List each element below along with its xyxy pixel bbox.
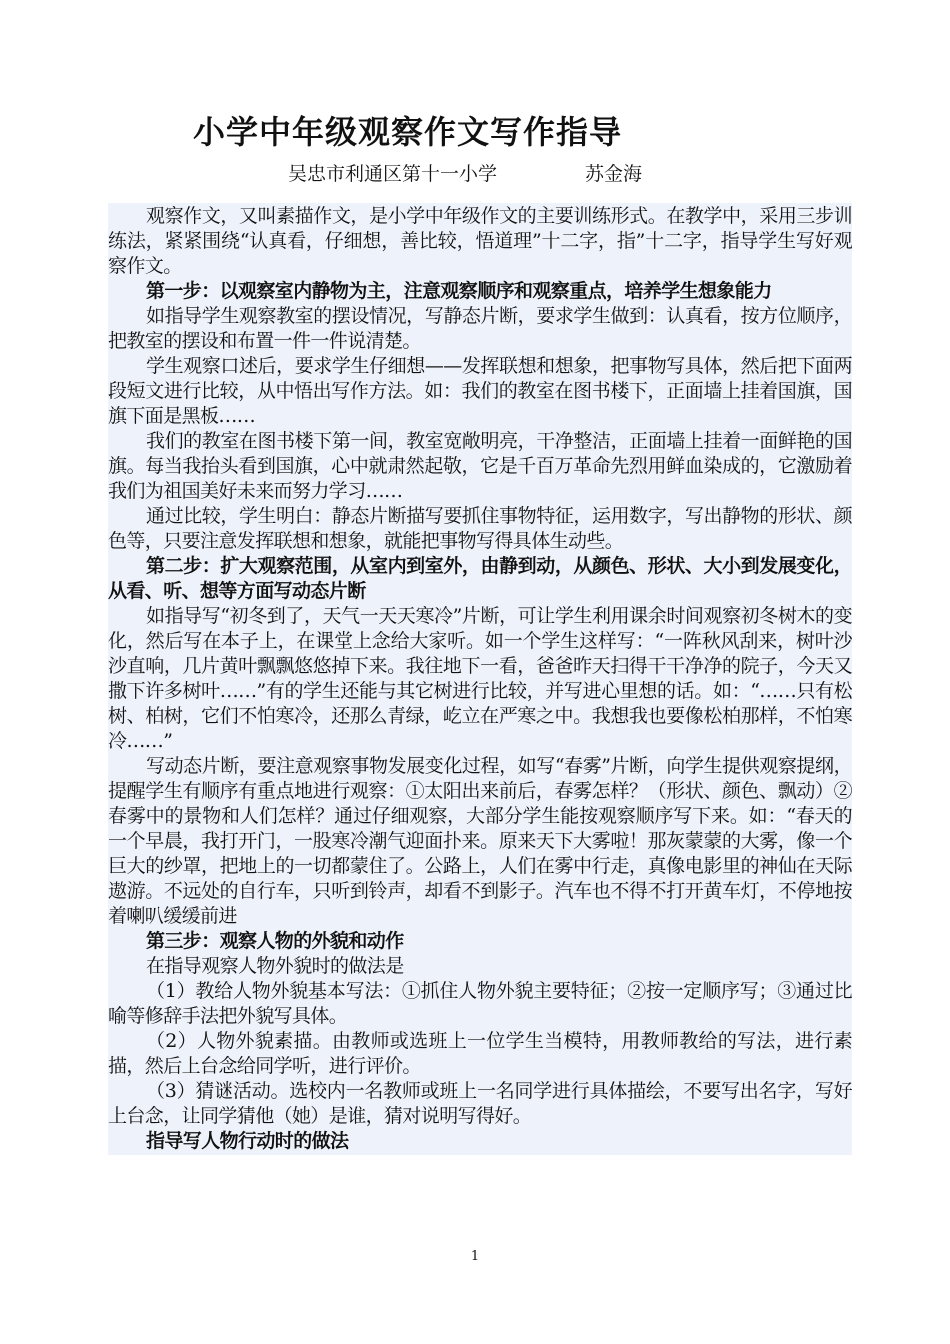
step-one-heading: 第一步：以观察室内静物为主，注意观察顺序和观察重点，培养学生想象能力 [146, 280, 772, 302]
byline [288, 160, 642, 188]
document-title: 小学中年级观察作文写作指导 [193, 113, 623, 151]
page-number: 1 [470, 1249, 480, 1264]
list-item: （1）教给人物外貌基本写法：①抓住人物外貌主要特征；②按一定顺序写；③通过比喻等修辞手法把外貌写具体。 [108, 980, 852, 1027]
body-paragraph: 在指导观察人物外貌时的做法是 [146, 955, 404, 977]
body-paragraph: 写动态片断，要注意观察事物发展变化过程，如写“春雾”片断，向学生提供观察提纲，提醒学生有顺序有重点地进行观察：①太阳出来前后，春雾怎样？（形状、颜色、飘动）②春雾中的景物和人们怎样？通过仔细观察，大部分学生能按观察顺序写下来。如：“春天的一个早晨，我打开门，一股寒冷潮气迎面扑来。原来天下大雾啦！那灰蒙蒙的大雾，像一个巨大的纱罩，把地上的一切都蒙住了。公路上，人们在雾中行走，真像电影里的神仙在天际遨游。不远处的自行车，只听到铃声，却看不到影子。汽车也不得不打开黄车灯，不停地按着喇叭缓缓前进 [108, 755, 852, 927]
step-two-heading: 第二步：扩大观察范围，从室内到室外，由静到动，从颜色、形状、大小到发展变化，从看、听、想等方面写动态片断 [108, 555, 852, 602]
body-paragraph: 我们的教室在图书楼下第一间，教室宽敞明亮，干净整洁，正面墙上挂着一面鲜艳的国旗。每当我抬头看到国旗，心中就肃然起敬，它是千百万革命先烈用鲜血染成的，它激励着我们为祖国美好未来而努力学习…… [108, 430, 852, 502]
body-paragraph: 学生观察口述后，要求学生仔细想——发挥联想和想象，把事物写具体，然后把下面两段短文进行比较，从中悟出写作方法。如：我们的教室在图书楼下，正面墙上挂着国旗，国旗下面是黑板…… [108, 355, 852, 427]
article-body [108, 203, 852, 1155]
step-three-heading: 第三步：观察人物的外貌和动作 [146, 930, 404, 952]
school-name: 吴忠市利通区第十一小学 [288, 163, 498, 185]
subheading: 指导写人物行动时的做法 [146, 1130, 349, 1152]
author-name: 苏金海 [585, 163, 643, 185]
intro-paragraph: 观察作文，又叫素描作文，是小学中年级作文的主要训练形式。在教学中，采用三步训练法，紧紧围绕“认真看，仔细想，善比较，悟道理”十二字，指”十二字，指导学生写好观察作文。 [108, 205, 852, 277]
body-paragraph: 如指导写“初冬到了，天气一天天寒冷”片断，可让学生利用课余时间观察初冬树木的变化，然后写在本子上，在课堂上念给大家听。如一个学生这样写：“一阵秋风刮来，树叶沙沙直响，几片黄叶飘飘悠悠掉下来。我往地下一看，爸爸昨天扫得干干净净的院子，今天又撒下许多树叶……”有的学生还能与其它树进行比较，并写进心里想的话。如：“……只有松树、柏树，它们不怕寒冷，还那么青绿，屹立在严寒之中。我想我也要像松柏那样，不怕寒冷……” [108, 605, 852, 752]
body-paragraph: 如指导学生观察教室的摆设情况，写静态片断，要求学生做到：认真看，按方位顺序，把教室的摆设和布置一件一件说清楚。 [108, 305, 852, 352]
body-paragraph: 通过比较，学生明白：静态片断描写要抓住事物特征，运用数字，写出静物的形状、颜色等，只要注意发挥联想和想象，就能把事物写得具体生动些。 [108, 505, 852, 552]
list-item: （3）猜谜活动。选校内一名教师或班上一名同学进行具体描绘，不要写出名字，写好上台念，让同学猜他（她）是谁，猜对说明写得好。 [108, 1080, 852, 1127]
list-item: （2）人物外貌素描。由教师或选班上一位学生当模特，用教师教给的写法，进行素描，然后上台念给同学听，进行评价。 [108, 1030, 852, 1077]
